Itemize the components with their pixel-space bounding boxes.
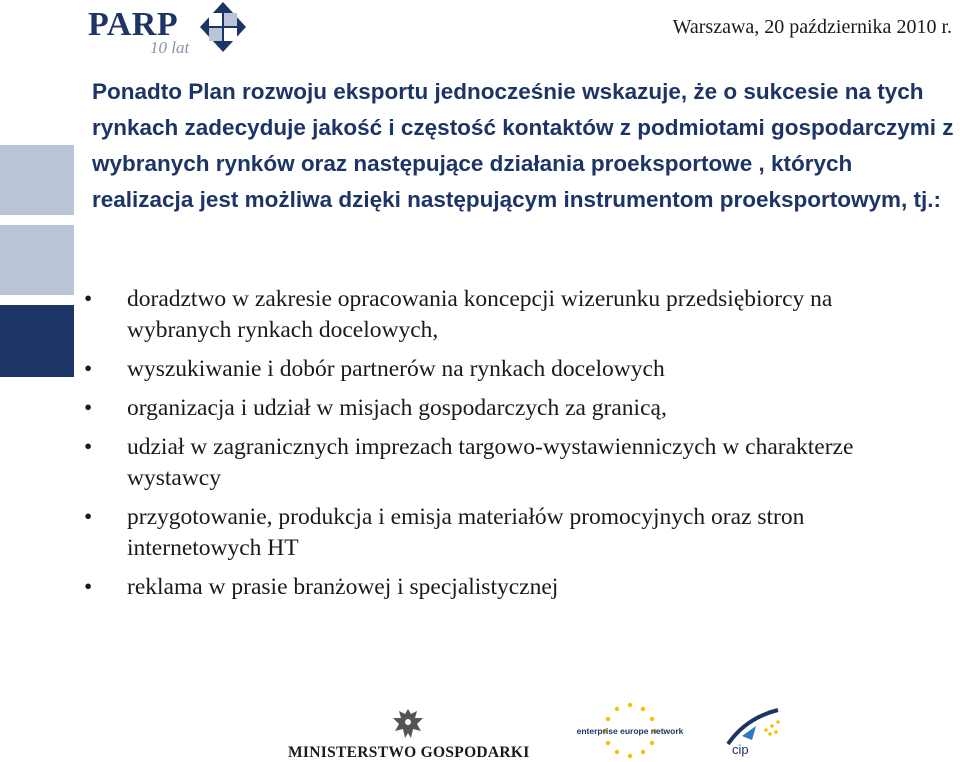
bullet-icon: • xyxy=(84,504,93,530)
list-item-text: reklama w prasie branżowej i specjalistycznej xyxy=(127,574,559,600)
bullet-icon: • xyxy=(84,434,93,460)
parp-logo xyxy=(88,2,248,60)
list-item-text: przygotowanie, produkcja i emisja materiałów promocyjnych oraz stron internetowych HT xyxy=(127,504,805,561)
side-accent-block xyxy=(0,305,74,377)
list-item xyxy=(78,432,938,494)
cip-logo-text: cip xyxy=(732,742,749,757)
enterprise-europe-network-logo xyxy=(576,700,684,758)
parp-logo-text: PARP xyxy=(88,6,179,43)
document-date: Warszawa, 20 października 2010 r. xyxy=(672,16,952,38)
eagle-emblem-icon xyxy=(391,706,425,742)
ministry-name: MINISTERSTWO GOSPODARKI xyxy=(288,744,530,761)
list-item-text: doradztwo w zakresie opracowania koncepcji wizerunku przedsiębiorcy na wybranych rynkach docelowych, xyxy=(127,286,833,343)
list-item xyxy=(78,393,938,424)
side-accent-block xyxy=(0,225,74,295)
ministry-logo xyxy=(288,706,528,761)
een-logo-text: enterprise europe network xyxy=(576,726,684,736)
list-item xyxy=(78,354,938,385)
list-item xyxy=(78,502,938,564)
intro-paragraph: Ponadto Plan rozwoju eksportu jednocześnie wskazuje, że o sukcesie na tych rynkach zadecyduje jakość i częstość kontaktów z podmiotami gospodarczymi z wybranych rynków oraz następujące działania proeksportowe , których realizacja jest możliwa dzięki następującym instrumentom proeksportowym, tj.: xyxy=(92,79,954,212)
side-accent-block xyxy=(0,145,74,215)
parp-logo-subtext: 10 lat xyxy=(150,38,190,57)
bullet-icon: • xyxy=(84,574,93,600)
list-item-text: wyszukiwanie i dobór partnerów na rynkach docelowych xyxy=(127,356,665,382)
parp-diamond-icon xyxy=(200,2,246,52)
list-item xyxy=(78,284,938,346)
list-item-text: organizacja i udział w misjach gospodarczych za granicą, xyxy=(127,395,667,421)
cip-logo xyxy=(722,704,788,758)
list-item-text: udział w zagranicznych imprezach targowo-wystawienniczych w charakterze wystawcy xyxy=(127,434,854,491)
bullet-icon: • xyxy=(84,395,93,421)
list-item xyxy=(78,572,938,603)
bullet-icon: • xyxy=(84,286,93,312)
instrument-list xyxy=(78,284,938,611)
bullet-icon: • xyxy=(84,356,93,382)
